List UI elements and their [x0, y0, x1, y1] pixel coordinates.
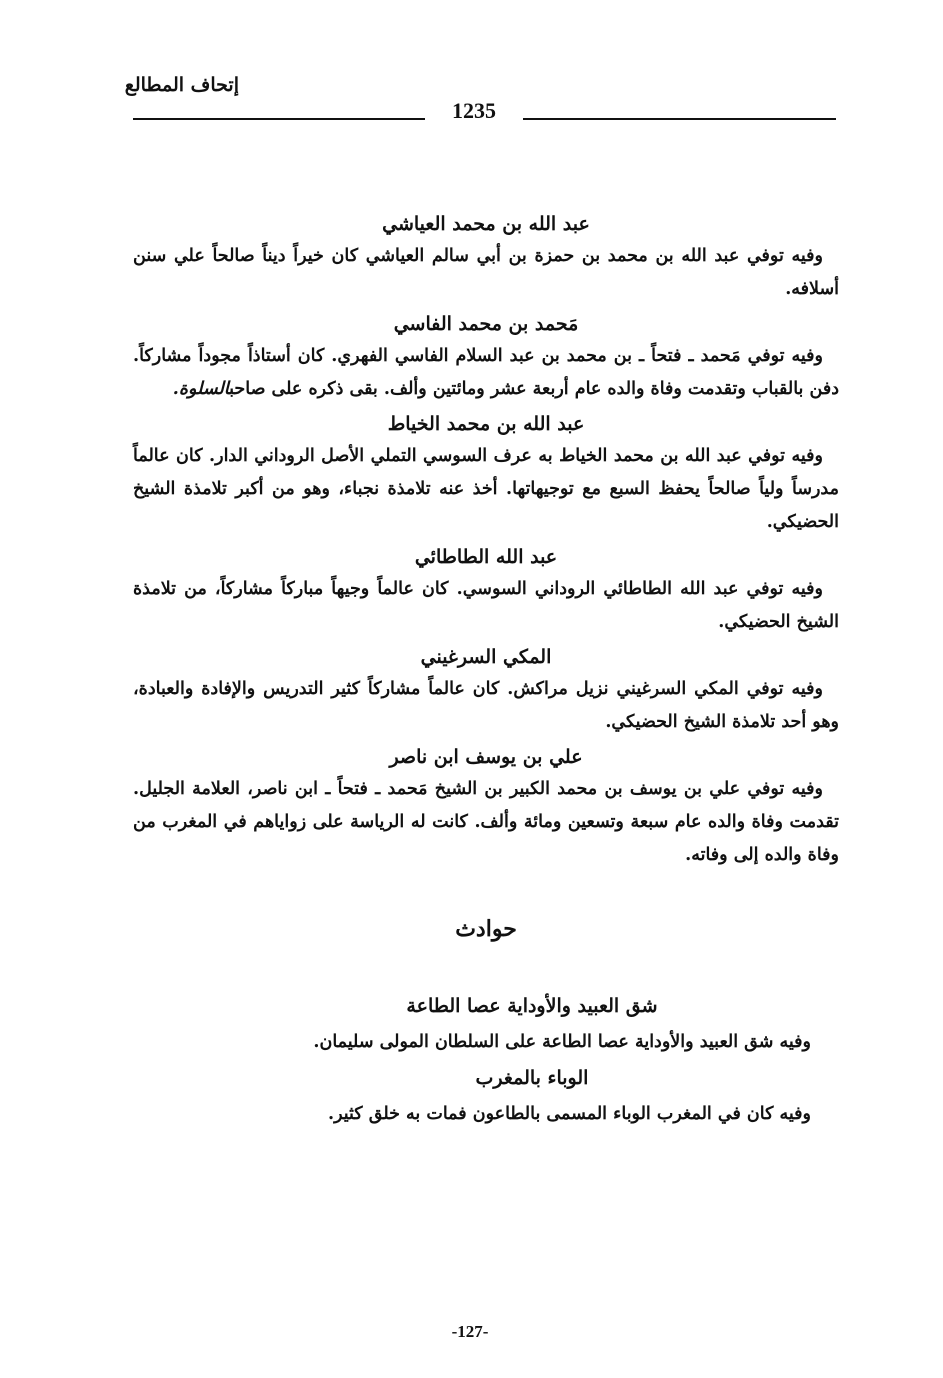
biography-entry [133, 308, 839, 406]
entry-name: عبد الله بن محمد العياشي [382, 213, 590, 235]
event-name: شق العبيد والأوداية عصا الطاعة [406, 995, 658, 1017]
entry-text [133, 340, 839, 406]
entry-name: مَحمد بن محمد الفاسي [393, 313, 579, 335]
biography-entry [133, 208, 839, 306]
book-reference: السلوة. [172, 379, 230, 399]
page-number: -127- [451, 1322, 489, 1341]
entry-text-body: وفيه توفي مَحمد ـ فتحاً ـ بن محمد بن عبد السلام الفاسي الفهري. كان أستاذاً مجوداً مشاركاً. دفن بالقباب وتقدمت وفاة والده عام أربعة عشر ومائتين وألف. بقى ذكره على صاحب [133, 346, 839, 399]
header-rule-right [523, 118, 836, 120]
entry-text: وفيه توفي عبد الله بن محمد بن حمزة بن أبي سالم العياشي كان خيراً ديناً صالحاً علي سنن أسلافه. [133, 246, 839, 299]
event-text: وفيه شق العبيد والأوداية عصا الطاعة على السلطان المولى سليمان. [313, 1032, 811, 1052]
event-entry [133, 1060, 811, 1132]
entry-text: وفيه توفي عبد الله بن محمد الخياط به عرف السوسي التملي الأصل الروداني الدار. كان عالماً مدرساً ولياً صالحاً يحفظ السبع مع توجيهاتها. أخذ عنه تلامذة نجباء، وهو من أكبر تلامذة الشيخ الحضيكي. [133, 446, 839, 532]
entry-name: المكي السرغيني [420, 646, 552, 668]
biography-entry [133, 408, 839, 539]
page-body [133, 208, 839, 1132]
event-text: وفيه كان في المغرب الوباء المسمى بالطاعون فمات به خلق كثير. [328, 1104, 811, 1124]
biography-entry [133, 741, 839, 872]
entry-text: وفيه توفي المكي السرغيني نزيل مراكش. كان عالماً مشاركاً كثير التدريس والإفادة والعبادة، وهو أحد تلامذة الشيخ الحضيكي. [133, 679, 839, 732]
entry-text: وفيه توفي عبد الله الطاطائي الروداني السوسي. كان عالماً وجيهاً مباركاً مشاركاً، من تلامذة الشيخ الحضيكي. [133, 579, 839, 632]
header-rule-left [133, 118, 425, 120]
entry-name: عبد الله بن محمد الخياط [387, 413, 585, 435]
entry-text: وفيه توفي علي بن يوسف بن محمد الكبير بن الشيخ مَحمد ـ فتحاً ـ ابن ناصر، العلامة الجليل. تقدمت وفاة والده عام سبعة وتسعين ومائة وألف. كانت له الرياسة على زواياهم في المغرب من وفاة والده إلى وفاته. [133, 779, 839, 865]
events-list [133, 988, 839, 1132]
event-name: الوباء بالمغرب [475, 1067, 589, 1089]
entry-name: علي بن يوسف ابن ناصر [389, 746, 583, 768]
entry-name: عبد الله الطاطائي [414, 546, 558, 568]
event-entry [133, 988, 811, 1060]
biography-entry [133, 641, 839, 739]
events-heading: حوادث [455, 916, 517, 942]
year-heading: 1235 [452, 98, 496, 123]
book-title: إتحاف المطالع [124, 74, 239, 96]
biography-entry [133, 541, 839, 639]
